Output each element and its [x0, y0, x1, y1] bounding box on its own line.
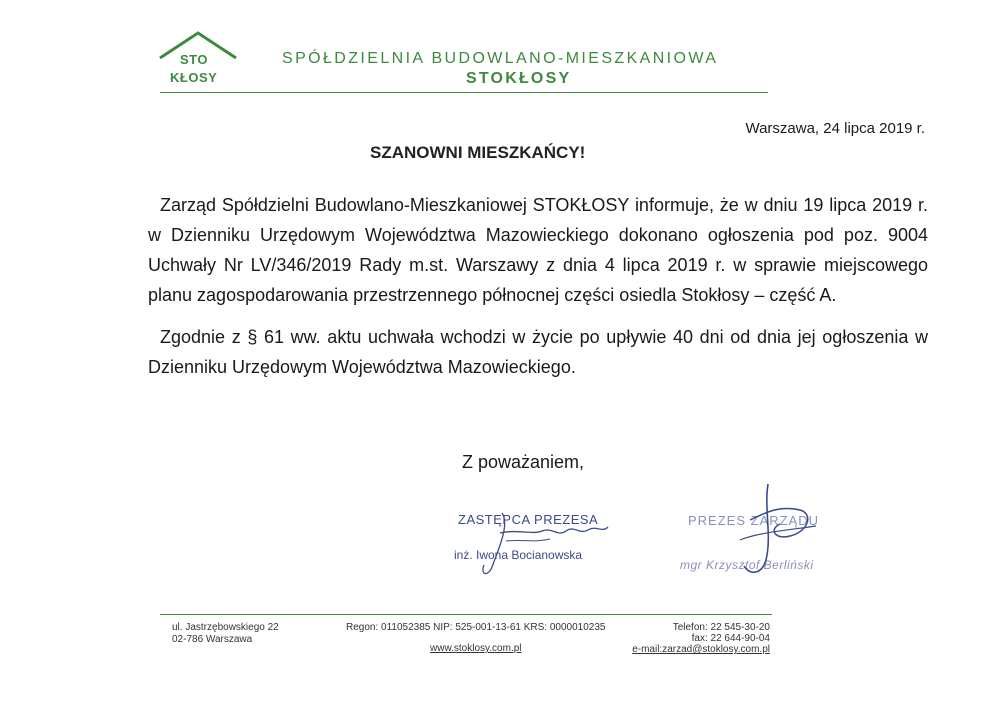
logo [158, 30, 238, 90]
signature-left-title: ZASTĘPCA PREZESA [458, 512, 599, 527]
handwritten-signature-left [462, 505, 622, 580]
signature-left-name: inż. Iwona Bocianowska [454, 548, 583, 562]
footer-fax: fax: 22 644-90-04 [691, 633, 770, 644]
footer-registry: Regon: 011052385 NIP: 525-001-13-61 KRS: 0000010235 [346, 622, 606, 633]
letter-greeting: SZANOWNI MIESZKAŃCY! [370, 143, 586, 162]
letter-body [148, 190, 928, 382]
paragraph-1: Zarząd Spółdzielni Budowlano-Mieszkaniowej STOKŁOSY informuje, że w dniu 19 lipca 2019 r. w Dzienniku Urzędowym Województwa Mazowieckiego dokonano ogłoszenia pod poz. 9004 Uchwały Nr LV/346/2019 Rady m.st. Warszawy z dnia 4 lipca 2019 r. w sprawie miejscowego planu zagospodarowania przestrzennego północnej części osiedla Stokłosy – część A. [148, 195, 928, 305]
logo-text-bottom: KŁOSY [170, 70, 218, 85]
handwritten-signature-right [720, 480, 830, 580]
signature-right-title: PREZES ZARZĄDU [688, 513, 820, 528]
footer-address-line2: 02-786 Warszawa [172, 634, 253, 645]
footer-address-line1: ul. Jastrzębowskiego 22 [172, 622, 279, 633]
organization-brand: STOKŁOSY [466, 70, 572, 87]
organization-name: SPÓŁDZIELNIA BUDOWLANO-MIESZKANIOWA [282, 50, 719, 67]
footer-website-link[interactable]: www.stoklosy.com.pl [430, 643, 522, 654]
footer-divider [160, 614, 772, 615]
letter-date: Warszawa, 24 lipca 2019 r. [745, 120, 925, 137]
logo-text-top: STO [180, 52, 208, 67]
footer-email-link[interactable]: e-mail:zarzad@stoklosy.com.pl [632, 644, 770, 655]
paragraph-2: Zgodnie z § 61 ww. aktu uchwała wchodzi w życie po upływie 40 dni od dnia jej ogłoszenia w Dzienniku Urzędowym Województwa Mazowieckiego. [148, 327, 928, 377]
footer-phone: Telefon: 22 545-30-20 [672, 622, 770, 633]
header-divider [160, 92, 768, 93]
signature-right-name: mgr Krzysztof Berliński [680, 558, 814, 572]
letter-closing: Z poważaniem, [462, 452, 585, 472]
